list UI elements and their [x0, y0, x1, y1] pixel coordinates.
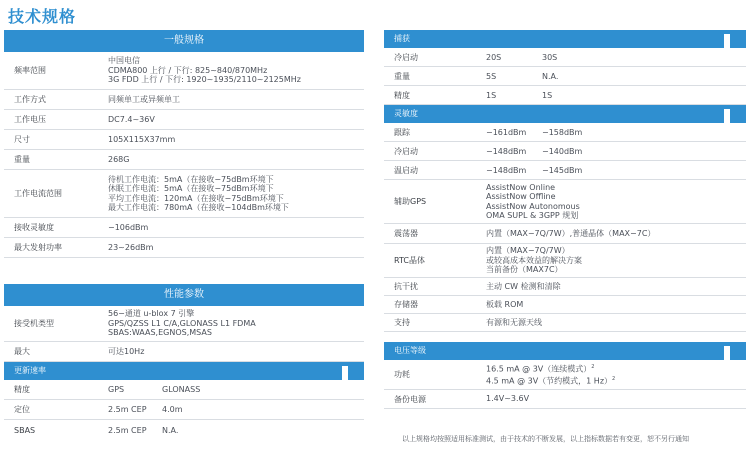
spec-label: 温启动	[394, 165, 418, 175]
spec-value: 可达10Hz	[108, 346, 145, 356]
spec-row-sens-warm	[384, 161, 746, 180]
spec-label: 接收灵敏度	[14, 223, 54, 232]
spec-row-size	[4, 130, 364, 150]
spec-label: 工作方式	[14, 95, 46, 104]
spec-row-sensitivity	[4, 218, 364, 238]
spec-label: 最大	[14, 347, 30, 356]
spec-label: 工作电流范围	[14, 189, 62, 198]
spec-row-max-power	[4, 238, 364, 258]
voltage-header	[384, 342, 746, 360]
spec-value: 23~26dBm	[108, 242, 154, 252]
spec-value: −106dBm	[108, 222, 149, 232]
spec-value: 1S 1S	[486, 90, 553, 100]
spec-row-accuracy	[4, 380, 364, 400]
spec-row-weight	[4, 150, 364, 170]
spec-label: 重量	[14, 155, 30, 164]
spec-label: RTC晶体	[394, 256, 425, 265]
spec-row-anti-jamming	[384, 278, 746, 296]
performance-title: 性能参数	[164, 289, 204, 300]
header-tab-marker	[724, 346, 730, 360]
page-title: 技术规格	[8, 7, 77, 26]
section-spacer	[384, 332, 746, 342]
spec-row-oscillator	[384, 224, 746, 244]
spec-row-capture-accuracy	[384, 86, 746, 105]
header-tab-marker	[724, 109, 730, 123]
spec-label: 跟踪	[394, 127, 410, 137]
spec-row-position	[4, 400, 364, 420]
spec-label: 最大发射功率	[14, 243, 62, 252]
header-tab-marker	[342, 366, 348, 380]
spec-footnote: 以上规格均按照适用标准测试，由于技术的不断发展，以上指标数据若有变更，恕不另行通知	[402, 435, 689, 443]
spec-label: 精度	[14, 385, 30, 394]
spec-row-work-mode	[4, 90, 364, 110]
spec-row-current	[4, 170, 364, 218]
spec-label: 支持	[394, 318, 410, 327]
spec-value: 105X115X37mm	[108, 134, 176, 144]
spec-row-max-rate	[4, 342, 364, 362]
spec-row-antenna-support	[384, 314, 746, 332]
spec-value: −148dBm −145dBm	[486, 165, 583, 175]
spec-label: SBAS	[14, 425, 36, 435]
spec-row-sens-cold	[384, 142, 746, 161]
spec-row-power-consumption	[384, 360, 746, 390]
spec-row-backup-power	[384, 390, 746, 409]
sensitivity-header	[384, 105, 746, 123]
spec-value: 板载 ROM	[486, 299, 524, 309]
spec-value: AssistNow Online AssistNow Offline AssistNow Autonomous OMA SUPL & 3GPP 规划	[486, 182, 580, 220]
spec-label: 接受机类型	[14, 319, 54, 328]
spec-value: 20S 30S	[486, 52, 558, 62]
spec-label: 频率范围	[14, 66, 46, 75]
spec-value: DC7.4~36V	[108, 114, 155, 124]
spec-label: 冷启动	[394, 146, 418, 156]
right-spec-column	[384, 30, 746, 409]
spec-value: 同频单工或异频单工	[108, 94, 180, 104]
spec-label: 备份电源	[394, 394, 426, 404]
capture-title: 捕获	[394, 34, 410, 43]
spec-label: 辅助GPS	[394, 197, 427, 206]
spec-value: −161dBm −158dBm	[486, 127, 583, 137]
spec-row-rtc	[384, 244, 746, 278]
spec-value: 2.5m CEP N.A.	[108, 425, 179, 435]
section-spacer	[4, 258, 364, 284]
spec-label: 震荡器	[394, 229, 418, 238]
spec-label: 精度	[394, 90, 410, 100]
spec-label: 工作电压	[14, 115, 46, 124]
sensitivity-title: 灵敏度	[394, 109, 418, 118]
capture-header	[384, 30, 746, 48]
voltage-title: 电压等级	[394, 346, 426, 355]
spec-row-cold-start	[384, 48, 746, 67]
spec-label: 冷启动	[394, 52, 418, 62]
spec-row-memory	[384, 296, 746, 314]
spec-value: −148dBm −140dBm	[486, 146, 583, 156]
general-spec-title: 一般规格	[164, 35, 204, 46]
spec-value: 待机工作电流：5mA（在接收−75dBm环境下 休眠工作电流：5mA（在接收−75dBm环境下 平均工作电流：120mA（在接收−75dBm环境下 最大工作电流：780mA（在接收−104dBm环境下	[108, 174, 289, 212]
spec-row-tracking	[384, 123, 746, 142]
spec-row-assisted-gps	[384, 180, 746, 224]
spec-value: 主动 CW 检测和清除	[486, 281, 561, 291]
spec-label: 重量	[394, 71, 410, 81]
update-rate-title: 更新速率	[14, 366, 46, 375]
spec-value: 5S N.A.	[486, 71, 559, 81]
spec-label: 尺寸	[14, 135, 30, 144]
spec-value: 中国电信 CDMA800 上行 / 下行: 825~840/870MHz 3G FDD 上行 / 下行: 1920~1935/2110~2125MHz	[108, 56, 301, 85]
spec-row-sbas	[4, 420, 364, 440]
spec-row-frequency	[4, 52, 364, 90]
spec-row-capture-weight	[384, 67, 746, 86]
spec-value: 268G	[108, 154, 130, 164]
spec-label: 定位	[14, 405, 30, 414]
performance-header	[4, 284, 364, 306]
spec-label: 抗干扰	[394, 282, 418, 291]
spec-row-receiver	[4, 306, 364, 342]
spec-value: 内置（MAX−7Q/7W） 或较高成本效益的解决方案 当前备份（MAX7C）	[486, 246, 582, 275]
spec-row-voltage	[4, 110, 364, 130]
spec-value: 2.5m CEP 4.0m	[108, 405, 183, 414]
spec-value: 16.5 mA @ 3V（连续模式）$^2$ 4.5 mA @ 3V（节约模式，1 Hz）$^2$	[486, 364, 616, 386]
spec-value: 内置（MAX−7Q/7W）,普通晶体（MAX−7C）	[486, 228, 656, 238]
spec-label: 功耗	[394, 370, 410, 379]
update-rate-header	[4, 362, 364, 380]
header-tab-marker	[724, 34, 730, 48]
left-spec-column	[4, 30, 364, 440]
spec-value: 1.4V~3.6V	[486, 394, 530, 404]
spec-value: GPS GLONASS	[108, 385, 201, 394]
spec-value: 有源和无源天线	[486, 317, 542, 327]
spec-label: 存储器	[394, 300, 418, 309]
general-spec-header	[4, 30, 364, 52]
spec-value: 56−通道 u-blox 7 引擎 GPS/QZSS L1 C/A,GLONASS L1 FDMA SBAS:WAAS,EGNOS,MSAS	[108, 309, 256, 338]
